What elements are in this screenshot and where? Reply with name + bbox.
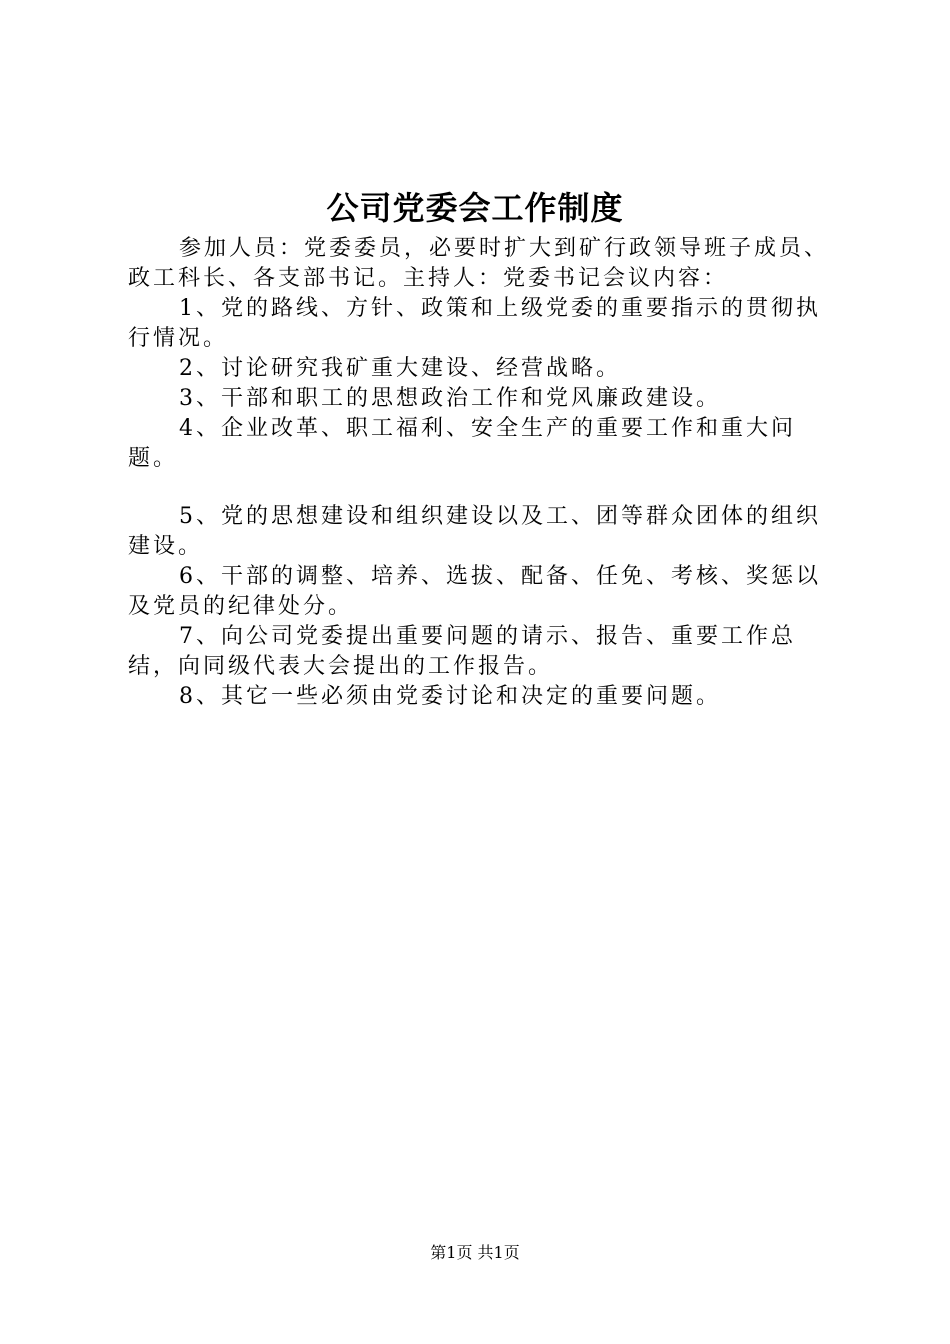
paragraph-item-4: 4、企业改革、职工福利、安全生产的重要工作和重大问题。 — [128, 416, 796, 471]
paragraph-item-6: 6、干部的调整、培养、选拔、配备、任免、考核、奖惩以及党员的纪律处分。 — [128, 564, 821, 619]
paragraph-item-8: 8、其它一些必须由党委讨论和决定的重要问题。 — [179, 684, 721, 709]
paragraph-item-3: 3、干部和职工的思想政治工作和党风廉政建设。 — [179, 386, 721, 411]
paragraph-item-7: 7、向公司党委提出重要问题的请示、报告、重要工作总结，向同级代表大会提出的工作报告。 — [128, 624, 796, 679]
paragraph-spacer — [128, 474, 844, 502]
document-title: 公司党委会工作制度 — [326, 189, 624, 227]
document-body — [128, 234, 844, 712]
paragraph-item-5: 5、党的思想建设和组织建设以及工、团等群众团体的组织建设。 — [128, 504, 821, 559]
paragraph-attendees: 参加人员：党委委员，必要时扩大到矿行政领导班子成员、政工科长、各支部书记。主持人：党委书记会议内容： — [128, 236, 830, 291]
paragraph-item-2: 2、讨论研究我矿重大建设、经营战略。 — [179, 356, 621, 381]
paragraph-item-1: 1、党的路线、方针、政策和上级党委的重要指示的贯彻执行情况。 — [128, 296, 821, 351]
page-number-footer: 第1页 共1页 — [430, 1243, 520, 1262]
